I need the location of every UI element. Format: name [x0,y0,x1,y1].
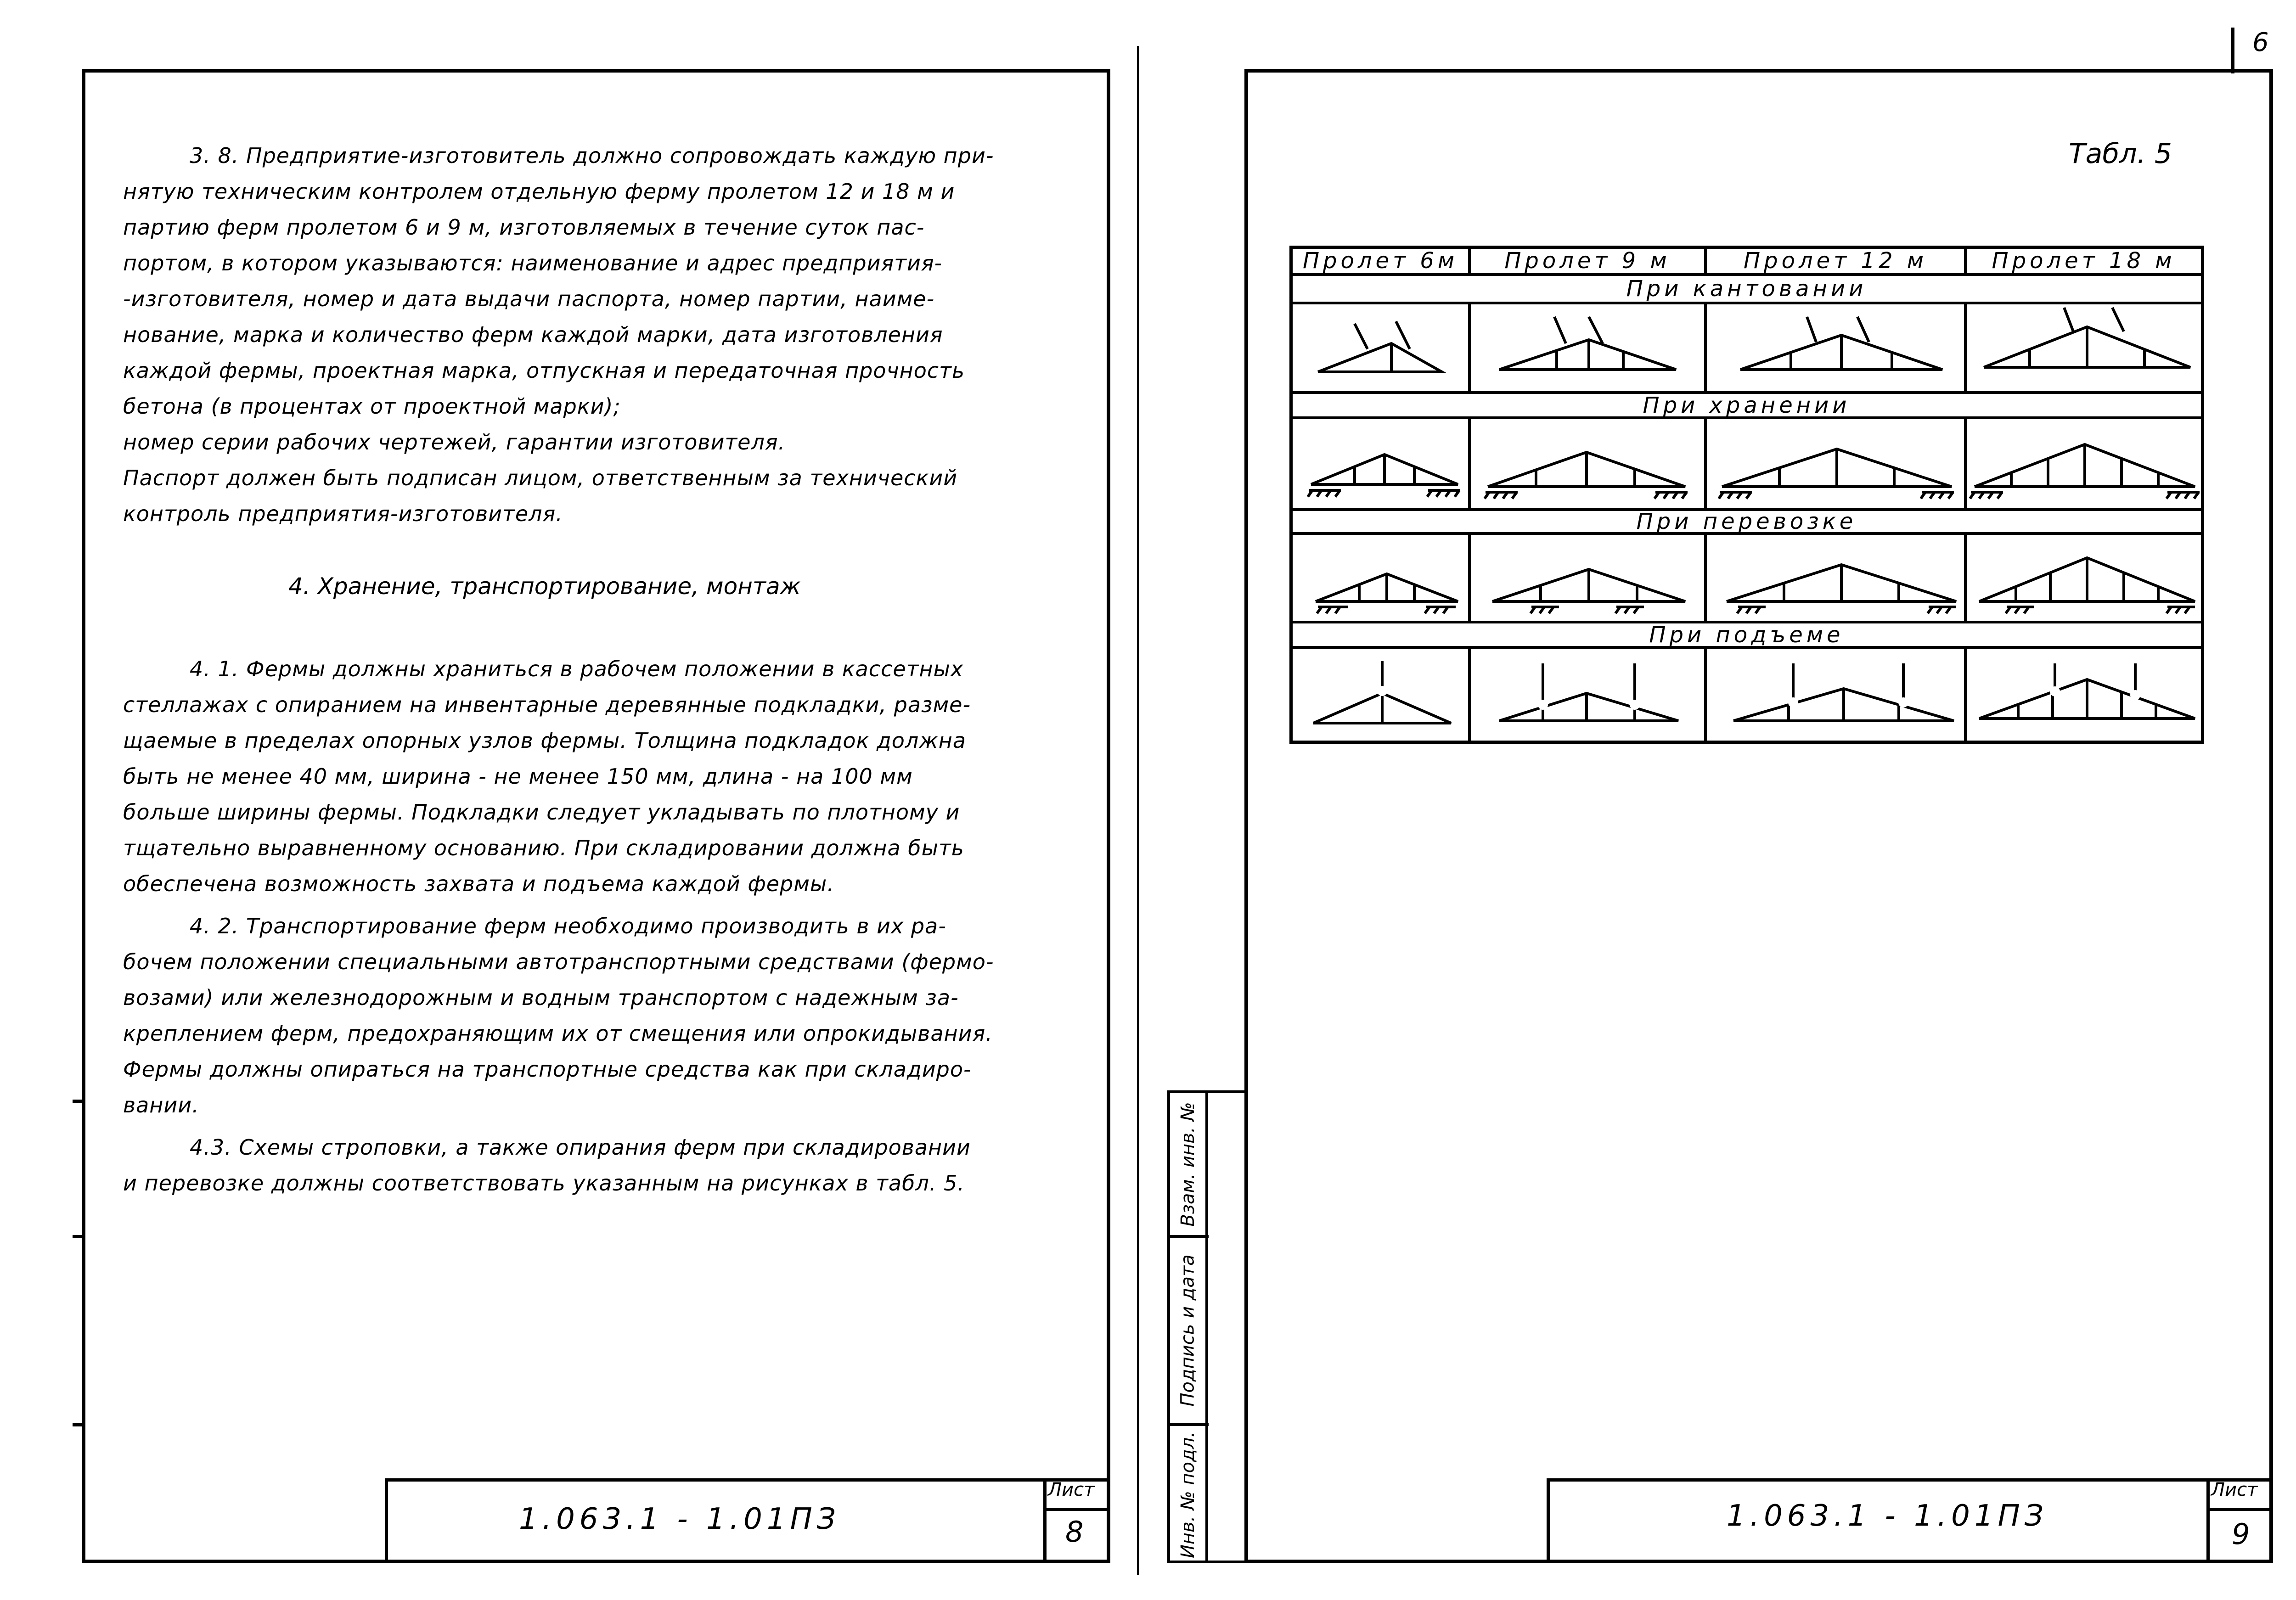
text-line: бочем положении специальными автотранспортными средствами (фермо- [123,949,994,974]
text-line: бетона (в процентах от проектной марки); [123,394,621,419]
text-line: быть не менее 40 мм, ширина - не менее 150 мм, длина - на 100 мм [123,764,913,789]
text-line: вании. [123,1093,199,1117]
text-line: Паспорт должен быть подписан лицом, ответственным за технический [123,466,958,490]
side-strip-text: Инв. № подл. [1177,1431,1199,1558]
margin-tick-1 [73,1100,84,1103]
page-fold-line [1137,46,1139,1575]
section-heading: 4. Хранение, транспортирование, монтаж [288,573,801,600]
text-line: и перевозке должны соответствовать указанным на рисунках в табл. 5. [123,1171,965,1196]
column-header-9m: Пролет 9 м [1504,248,1671,274]
side-strip-inv-no [1170,1426,1206,1563]
corner-tick [2231,28,2234,73]
section-title-tilting: При кантовании [1626,276,1867,302]
right-stamp-sheet-number: 9 [2232,1517,2250,1551]
text-line: креплением ферм, предохраняющим их от смещения или опрокидывания. [123,1021,993,1046]
column-header-12m: Пролет 12 м [1744,248,1927,274]
text-line: 4.3. Схемы строповки, а также опирания ферм при складировании [190,1135,971,1160]
text-line: каждой фермы, проектная марка, отпускная и передаточная прочность [123,358,965,383]
side-strip-text: Взам. инв. № [1177,1101,1199,1227]
section-title-storage: При хранении [1643,392,1851,418]
left-stamp-sheet-divider [1043,1508,1110,1511]
right-stamp-code: 1.063.1 - 1.01ПЗ [1727,1499,2048,1533]
text-line: контроль предприятия-изготовителя. [123,501,563,526]
paragraph-4-2 [123,908,1064,1123]
text-line: номер серии рабочих чертежей, гарантии изготовителя. [123,430,786,455]
paragraph-3-8 [123,138,1064,532]
side-strip-replace-no [1170,1093,1206,1235]
side-strip-text: Подпись и дата [1177,1254,1199,1407]
text-line: щаемые в пределах опорных узлов фермы. Толщина подкладок должна [123,728,967,753]
table-outer-border [1289,246,2204,744]
left-stamp-sheet-number: 8 [1065,1515,1084,1549]
left-stamp-divider [1043,1478,1047,1563]
right-stamp-sheet-divider [2206,1508,2273,1511]
section-title-transport: При перевозке [1636,509,1857,534]
paragraph-4-3 [123,1129,1064,1201]
text-line: портом, в котором указываются: наименование и адрес предприятия- [123,251,943,275]
text-line: нование, марка и количество ферм каждой марки, дата изготовления [123,322,943,347]
section-title-lifting: При подъеме [1649,622,1844,648]
text-line: возами) или железнодорожным и водным транспортом с надежным за- [123,985,959,1010]
left-stamp-sheet-label: Лист [1048,1479,1095,1500]
left-stamp-code: 1.063.1 - 1.01ПЗ [519,1502,840,1536]
text-line: стеллажах с опиранием на инвентарные деревянные подкладки, разме- [123,692,971,717]
paragraph-4-1 [123,651,1064,902]
text-line: 3. 8. Предприятие-изготовитель должно сопровождать каждую при- [190,143,994,168]
text-line: -изготовителя, номер и дата выдачи паспорта, номер партии, наиме- [123,286,935,311]
right-stamp-divider [2206,1478,2210,1563]
margin-tick-2 [73,1235,84,1238]
text-line: нятую техническим контролем отдельную ферму пролетом 12 и 18 м и [123,179,955,204]
side-strip-signature [1170,1238,1206,1423]
text-line: больше ширины фермы. Подкладки следует укладывать по плотному и [123,800,960,825]
text-line: Фермы должны опираться на транспортные средства как при складиро- [123,1057,972,1082]
corner-page-number: 6 [2252,28,2269,57]
margin-tick-3 [73,1423,84,1426]
table-label: Табл. 5 [2069,138,2172,170]
text-line: 4. 2. Транспортирование ферм необходимо производить в их ра- [190,914,946,938]
right-stamp-sheet-label: Лист [2211,1479,2258,1500]
text-line: 4. 1. Фермы должны храниться в рабочем положении в кассетных [190,657,964,681]
text-line: тщательно выравненному основанию. При складировании должна быть [123,836,964,860]
text-line: обеспечена возможность захвата и подъема каждой фермы. [123,871,834,896]
column-header-6m: Пролет 6м [1302,248,1458,274]
text-line: партию ферм пролетом 6 и 9 м, изготовляемых в течение суток пас- [123,215,925,240]
column-header-18m: Пролет 18 м [1992,248,2176,274]
